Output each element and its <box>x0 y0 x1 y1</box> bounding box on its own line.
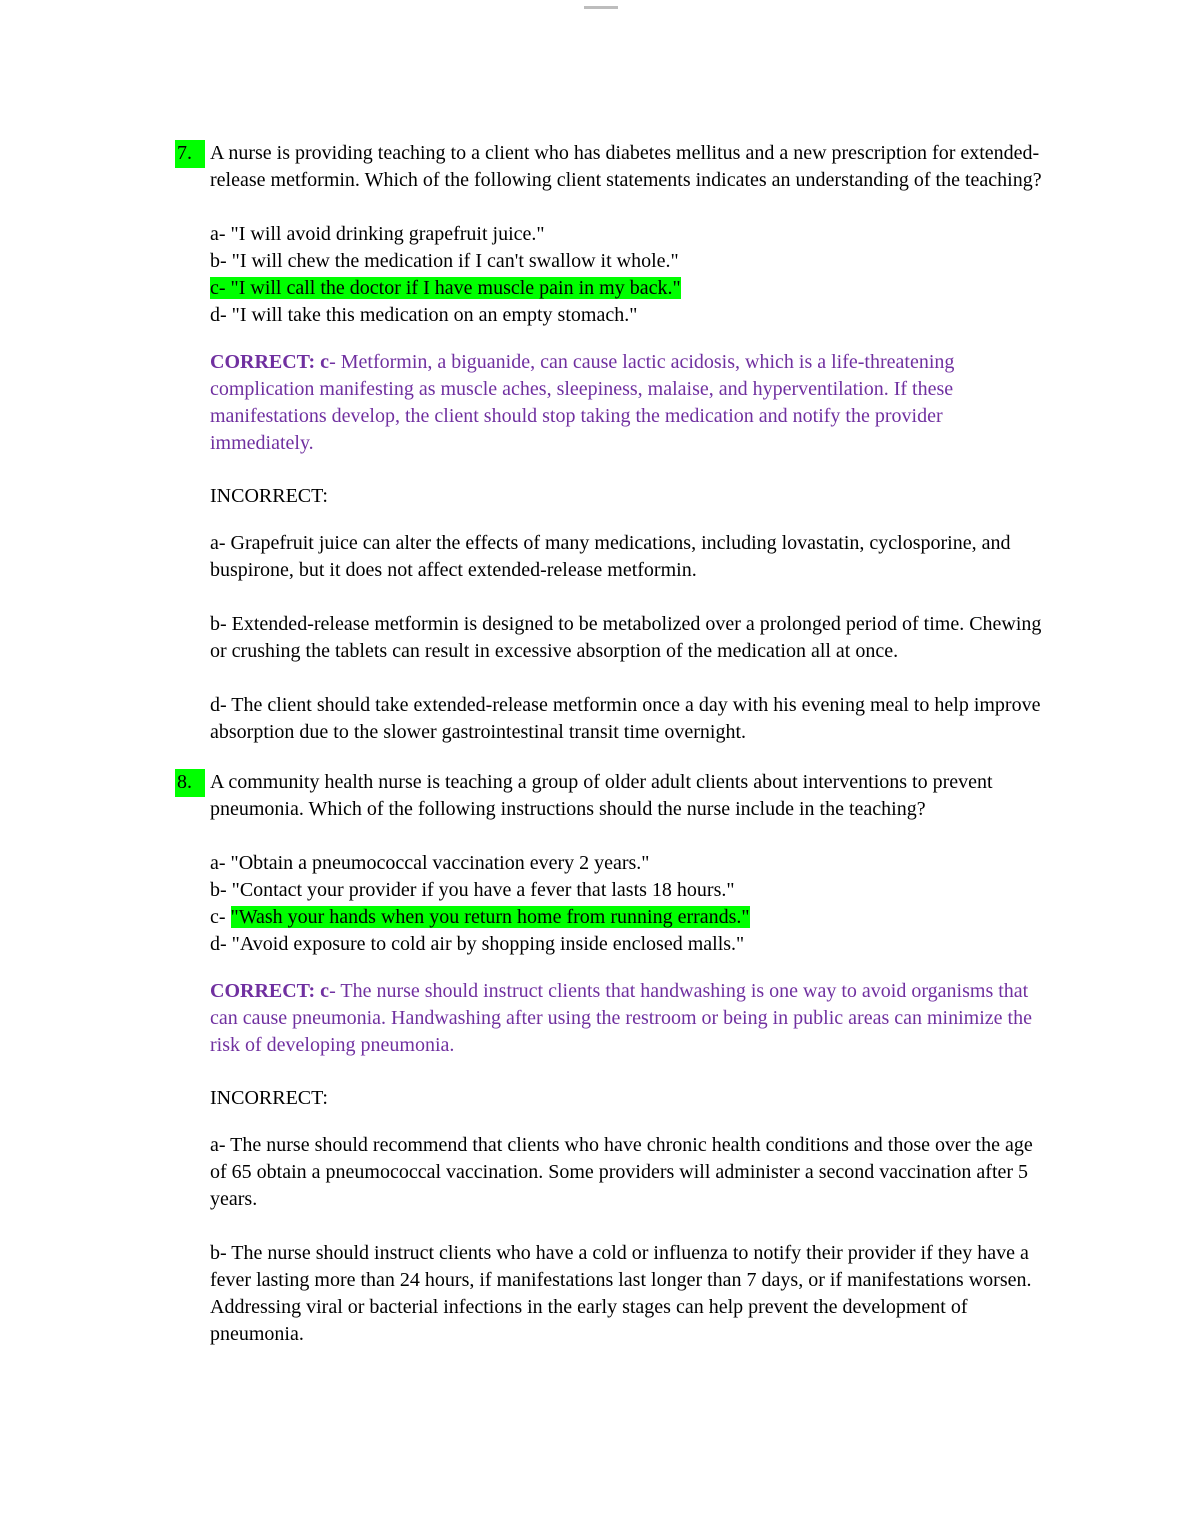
correct-text: - Metformin, a biguanide, can cause lactic acidosis, which is a life-threatening complication manifesting as muscle aches, sleepiness, malaise, and hyperventilation. If these manifestations develop, the client should stop taking the medication and notify the provider immediately. <box>210 351 955 454</box>
question-8-incorrect-a: a- The nurse should recommend that clients who have chronic health conditions and those over the age of 65 obtain a pneumococcal vaccination. Some providers will administer a second vaccination after 5 years. <box>210 1134 1033 1210</box>
option-text: "I will call the doctor if I have muscle pain in my back." <box>230 277 681 299</box>
question-7-number: 7. <box>175 140 205 168</box>
question-8 <box>175 769 1055 1348</box>
option-text: "Obtain a pneumococcal vaccination every 2 years." <box>230 852 650 874</box>
question-8-option-b <box>210 877 1055 904</box>
question-7-incorrect-d: d- The client should take extended-release metformin once a day with his evening meal to help improve absorption due to the slower gastrointestinal transit time overnight. <box>210 694 1041 743</box>
answer-highlight: "Wash your hands when you return home from running errands." <box>230 906 750 928</box>
correct-text: - The nurse should instruct clients that handwashing is one way to avoid organisms that can cause pneumonia. Handwashing after using the restroom or being in public areas can minimize the risk of developing pneumonia. <box>210 980 1032 1056</box>
correct-label: CORRECT: c <box>210 980 330 1002</box>
answer-highlight <box>210 277 681 299</box>
question-7 <box>175 140 1055 746</box>
option-text: "I will take this medication on an empty stomach." <box>231 304 638 326</box>
option-text: "I will avoid drinking grapefruit juice." <box>230 223 545 245</box>
question-7-incorrect-heading: INCORRECT: <box>210 485 328 507</box>
question-7-correct-explanation <box>210 349 1048 457</box>
question-8-options <box>210 850 1055 958</box>
option-text: "Contact your provider if you have a fever that lasts 18 hours." <box>231 879 735 901</box>
option-label: c- <box>210 277 226 299</box>
question-7-text: A nurse is providing teaching to a client who has diabetes mellitus and a new prescription for extended-release metformin. Which of the following client statements indicates an understanding of the teaching? <box>210 142 1042 191</box>
question-8-option-d <box>210 931 1055 958</box>
question-7-option-c <box>210 275 1055 302</box>
option-label: a- <box>210 852 226 874</box>
question-7-header <box>175 140 1055 194</box>
question-8-option-a <box>210 850 1055 877</box>
question-7-options <box>210 221 1055 329</box>
document-content <box>175 140 1055 1371</box>
option-label: d- <box>210 304 227 326</box>
option-text: "I will chew the medication if I can't swallow it whole." <box>231 250 679 272</box>
question-7-incorrect-a: a- Grapefruit juice can alter the effects of many medications, including lovastatin, cyclosporine, and buspirone, but it does not affect extended-release metformin. <box>210 532 1011 581</box>
question-7-option-d <box>210 302 1055 329</box>
question-7-incorrect-b: b- Extended-release metformin is designed to be metabolized over a prolonged period of time. Chewing or crushing the tablets can result in excessive absorption of the medication all at once. <box>210 613 1042 662</box>
question-8-header <box>175 769 1055 823</box>
option-label: b- <box>210 879 227 901</box>
header-mark <box>584 6 618 9</box>
question-8-text: A community health nurse is teaching a group of older adult clients about interventions to prevent pneumonia. Which of the following instructions should the nurse include in the teaching? <box>210 771 993 820</box>
option-label: c- <box>210 906 226 928</box>
option-label: a- <box>210 223 226 245</box>
question-8-incorrect-b: b- The nurse should instruct clients who have a cold or influenza to notify their provider if they have a fever lasting more than 24 hours, if manifestations last longer than 7 days, or if manifestations worsen. Addressing viral or bacterial infections in the early stages can help prevent the development of pneumonia. <box>210 1242 1032 1345</box>
option-label: d- <box>210 933 227 955</box>
correct-label: CORRECT: c <box>210 351 330 373</box>
question-8-correct-explanation <box>210 978 1048 1059</box>
question-8-number: 8. <box>175 769 205 797</box>
question-7-option-b <box>210 248 1055 275</box>
option-label: b- <box>210 250 227 272</box>
option-text: "Avoid exposure to cold air by shopping inside enclosed malls." <box>231 933 745 955</box>
question-7-option-a <box>210 221 1055 248</box>
question-8-incorrect-heading: INCORRECT: <box>210 1087 328 1109</box>
question-8-option-c <box>210 904 1055 931</box>
